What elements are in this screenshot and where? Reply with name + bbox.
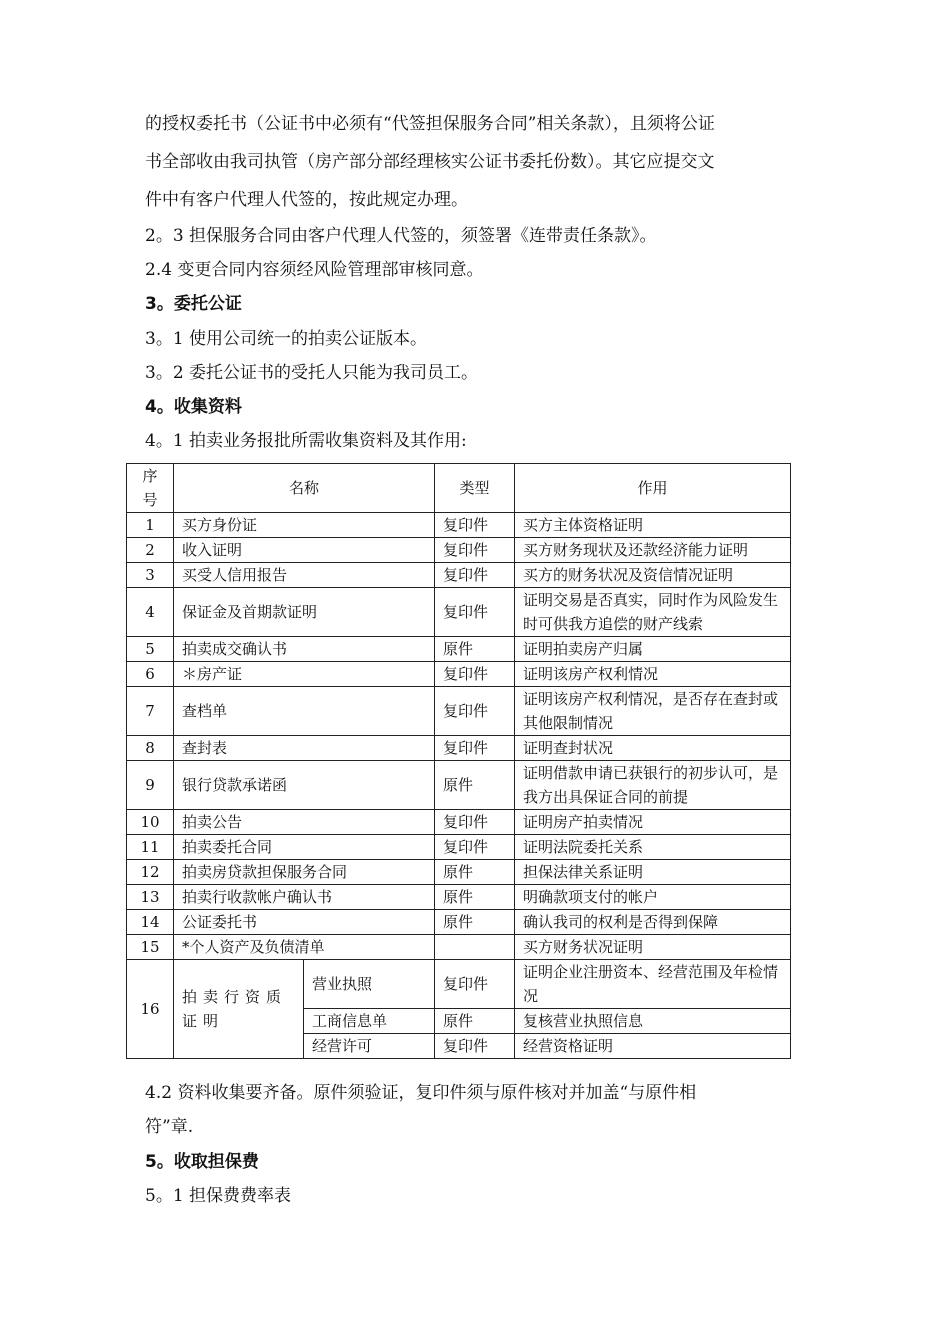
row-name: 银行贷款承诺函 — [174, 761, 435, 810]
row-name: 查封表 — [174, 736, 435, 761]
row-number: 14 — [127, 910, 174, 935]
row-use: 证明法院委托关系 — [515, 835, 791, 860]
table-row — [127, 538, 791, 563]
row-use: 买方主体资格证明 — [515, 513, 791, 538]
row-name: 收入证明 — [174, 538, 435, 563]
header-name: 名称 — [174, 464, 435, 513]
row-sub-name: 工商信息单 — [304, 1009, 435, 1034]
clause-5-1: 5。1 担保费费率表 — [145, 1186, 292, 1206]
row-number: 13 — [127, 885, 174, 910]
row-number: 5 — [127, 637, 174, 662]
header-seq-line2: 号 — [142, 491, 158, 509]
clause-2-4: 2.4 变更合同内容须经风险管理部审核同意。 — [145, 260, 484, 280]
table-row — [127, 885, 791, 910]
row-type: 复印件 — [435, 662, 515, 687]
row-type: 原件 — [435, 910, 515, 935]
row-number: 8 — [127, 736, 174, 761]
row-use: 买方财务状况证明 — [515, 935, 791, 960]
row-type: 复印件 — [435, 1034, 515, 1059]
row-type: 原件 — [435, 1009, 515, 1034]
row-name: 保证金及首期款证明 — [174, 588, 435, 637]
row-use: 担保法律关系证明 — [515, 860, 791, 885]
row-type: 复印件 — [435, 687, 515, 736]
row-type: 原件 — [435, 637, 515, 662]
clause-4-2-line-2: 符”章. — [145, 1117, 194, 1137]
row-number: 9 — [127, 761, 174, 810]
row-number: 3 — [127, 563, 174, 588]
materials-table — [126, 463, 791, 1059]
row-use: 证明交易是否真实，同时作为风险发生时可供我方追偿的财产线索 — [515, 588, 791, 637]
row-type: 复印件 — [435, 835, 515, 860]
row-use: 证明企业注册资本、经营范围及年检情况 — [515, 960, 791, 1009]
clause-4-1: 4。1 拍卖业务报批所需收集资料及其作用: — [145, 431, 467, 451]
row-name: 买方身份证 — [174, 513, 435, 538]
row-type: 复印件 — [435, 960, 515, 1009]
table-row — [127, 736, 791, 761]
table-row — [127, 935, 791, 960]
row-type: 复印件 — [435, 563, 515, 588]
row-number: 11 — [127, 835, 174, 860]
table-row — [127, 588, 791, 637]
row-group-name: 拍卖行资质证明 — [174, 960, 304, 1059]
table-row — [127, 960, 791, 1009]
row-name: 买受人信用报告 — [174, 563, 435, 588]
row-number: 7 — [127, 687, 174, 736]
intro-line-1: 的授权委托书（公证书中必须有“代签担保服务合同”相关条款），且须将公证 — [145, 114, 715, 134]
row-sub-name: 营业执照 — [304, 960, 435, 1009]
row-number: 15 — [127, 935, 174, 960]
clause-3-1: 3。1 使用公司统一的拍卖公证版本。 — [145, 329, 428, 349]
row-use: 明确款项支付的帐户 — [515, 885, 791, 910]
section-5-heading: 5。收取担保费 — [145, 1152, 259, 1172]
row-type: 复印件 — [435, 736, 515, 761]
row-type: 原件 — [435, 761, 515, 810]
row-type: 复印件 — [435, 513, 515, 538]
table-header-row — [127, 464, 791, 513]
row-type: 原件 — [435, 860, 515, 885]
table-row — [127, 513, 791, 538]
table-row — [127, 761, 791, 810]
row-use: 买方的财务状况及资信情况证明 — [515, 563, 791, 588]
row-use: 经营资格证明 — [515, 1034, 791, 1059]
table-row — [127, 637, 791, 662]
row-name: 公证委托书 — [174, 910, 435, 935]
header-seq-line1: 序 — [142, 467, 158, 485]
header-use: 作用 — [515, 464, 791, 513]
section-3-heading: 3。委托公证 — [145, 294, 242, 314]
row-name: 拍卖委托合同 — [174, 835, 435, 860]
row-sub-name: 经营许可 — [304, 1034, 435, 1059]
row-number: 10 — [127, 810, 174, 835]
table-row — [127, 860, 791, 885]
row-number: 6 — [127, 662, 174, 687]
table-row — [127, 910, 791, 935]
row-type: 复印件 — [435, 810, 515, 835]
row-name: 拍卖房贷款担保服务合同 — [174, 860, 435, 885]
table-row — [127, 687, 791, 736]
row-type: 复印件 — [435, 588, 515, 637]
row-use: 证明房产拍卖情况 — [515, 810, 791, 835]
header-seq — [127, 464, 174, 513]
row-name: 拍卖行收款帐户确认书 — [174, 885, 435, 910]
row-use: 确认我司的权利是否得到保障 — [515, 910, 791, 935]
table-row — [127, 835, 791, 860]
table-row — [127, 662, 791, 687]
row-use: 证明该房产权利情况 — [515, 662, 791, 687]
row-number: 16 — [127, 960, 174, 1059]
table-row — [127, 563, 791, 588]
intro-line-2: 书全部收由我司执管（房产部分部经理核实公证书委托份数）。其它应提交文 — [145, 152, 715, 172]
section-4-heading: 4。收集资料 — [145, 397, 242, 417]
row-name: 查档单 — [174, 687, 435, 736]
row-use: 证明该房产权利情况，是否存在查封或其他限制情况 — [515, 687, 791, 736]
row-type: 复印件 — [435, 538, 515, 563]
row-number: 12 — [127, 860, 174, 885]
row-name: ＊房产证 — [174, 662, 435, 687]
clause-4-2-line-1: 4.2 资料收集要齐备。原件须验证，复印件须与原件核对并加盖“与原件相 — [145, 1083, 697, 1103]
clause-3-2: 3。2 委托公证书的受托人只能为我司员工。 — [145, 363, 479, 383]
row-number: 2 — [127, 538, 174, 563]
row-name: 拍卖公告 — [174, 810, 435, 835]
intro-line-3: 件中有客户代理人代签的，按此规定办理。 — [145, 190, 468, 210]
row-type: 原件 — [435, 885, 515, 910]
table-row — [127, 810, 791, 835]
row-name: *个人资产及负债清单 — [174, 935, 435, 960]
row-type — [435, 935, 515, 960]
header-type: 类型 — [435, 464, 515, 513]
clause-2-3: 2。3 担保服务合同由客户代理人代签的，须签署《连带责任条款》。 — [145, 226, 657, 246]
row-use: 证明借款申请已获银行的初步认可，是我方出具保证合同的前提 — [515, 761, 791, 810]
row-use: 证明拍卖房产归属 — [515, 637, 791, 662]
row-use: 买方财务现状及还款经济能力证明 — [515, 538, 791, 563]
row-name: 拍卖成交确认书 — [174, 637, 435, 662]
row-use: 复核营业执照信息 — [515, 1009, 791, 1034]
row-use: 证明查封状况 — [515, 736, 791, 761]
row-number: 1 — [127, 513, 174, 538]
row-number: 4 — [127, 588, 174, 637]
